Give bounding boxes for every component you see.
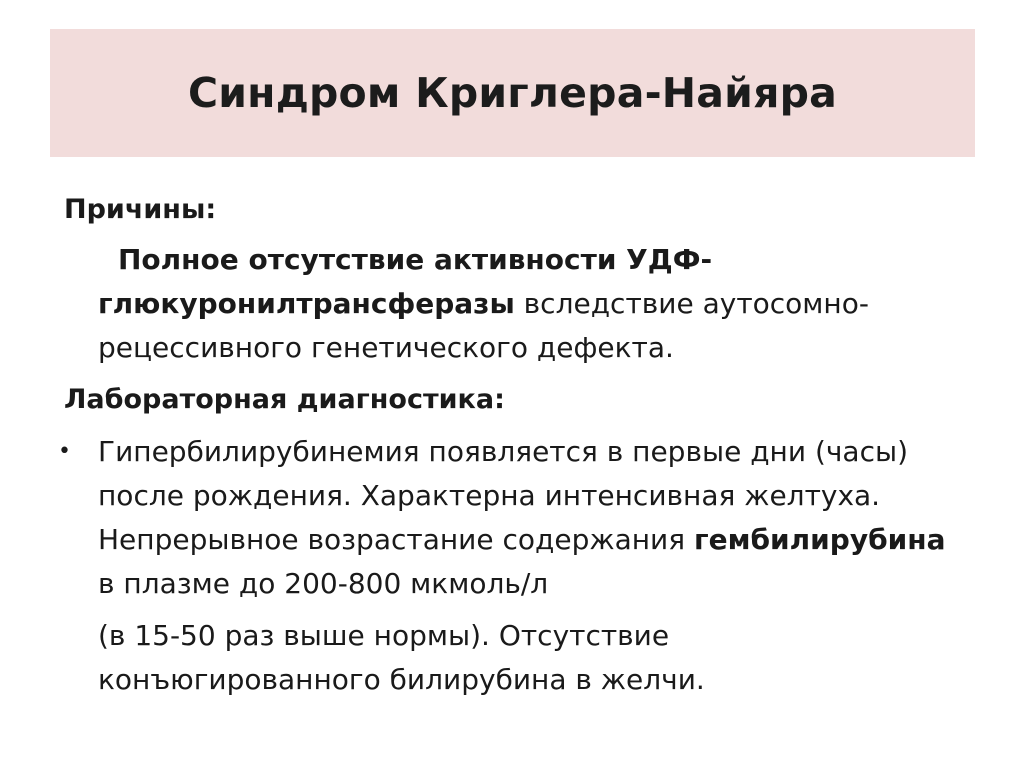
diagnostics-heading: Лабораторная диагностика: bbox=[64, 384, 505, 415]
bullet-text-1: Гипербилирубинемия появляется в первые дни (часы) после рождения. Характерна интенсивная желтуха. Непрерывное возрастание содержания bbox=[98, 435, 909, 556]
causes-heading: Причины: bbox=[64, 194, 217, 225]
bullet-continuation: (в 15-50 раз выше нормы). Отсутствие конъюгированного билирубина в желчи. bbox=[98, 619, 705, 696]
slide-title: Синдром Криглера-Найяра bbox=[187, 69, 838, 117]
bullet-icon: • bbox=[58, 439, 71, 464]
bullet-bold-text: гембилирубина bbox=[694, 523, 946, 556]
diagnostics-bullet bbox=[58, 430, 958, 606]
causes-text: вследствие аутосомно-рецессивного генетического дефекта. bbox=[98, 287, 869, 364]
causes-paragraph bbox=[64, 238, 978, 370]
causes-bold-text: Полное отсутствие активности УДФ-глюкуронилтрансферазы bbox=[98, 243, 713, 320]
slide-title-banner bbox=[50, 29, 975, 157]
bullet-text-2: в плазме до 200-800 мкмоль/л bbox=[98, 567, 549, 600]
slide-body bbox=[58, 188, 964, 702]
